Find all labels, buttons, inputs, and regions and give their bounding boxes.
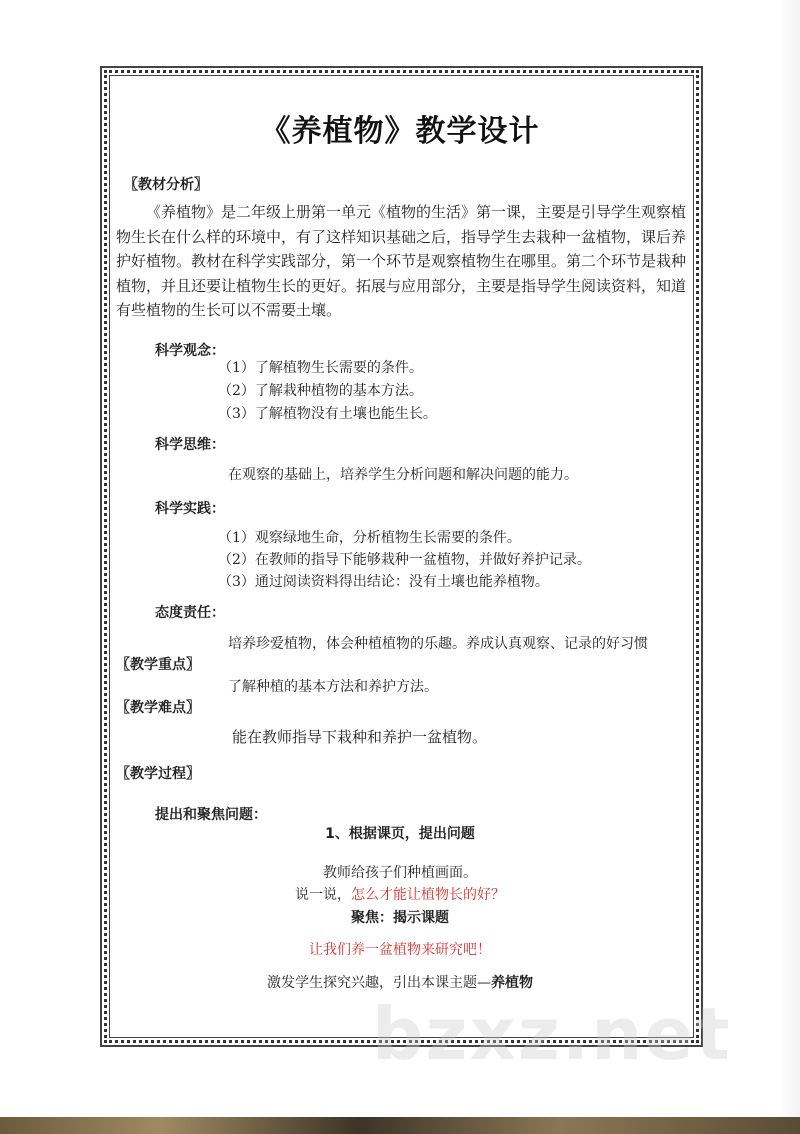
red-callout: 让我们养一盆植物来研究吧！ <box>309 942 491 958</box>
watermark: bzxz.net <box>372 992 732 1076</box>
analysis-line: 物生长在什么样的环境中，有了这样知识基础之后，指导学生去栽种一盆植物，课后养 <box>116 227 687 246</box>
practice-item: （2）在教师的指导下能够栽种一盆植物，并做好养护记录。 <box>218 552 591 568</box>
process-intro: 提出和聚焦问题： <box>155 807 267 823</box>
teacher-line: 教师给孩子们种植画面。 <box>323 865 477 881</box>
document-title: 《养植物》教学设计 <box>260 114 540 149</box>
focus-line: 聚焦：揭示课题 <box>351 910 449 926</box>
discussion-prefix: 说一说， <box>295 887 351 903</box>
summary-prefix: 激发学生探究兴趣，引出本课主题— <box>267 975 491 991</box>
concept-heading: 科学观念： <box>155 343 225 359</box>
key-heading: 〖教学重点〗 <box>116 657 200 673</box>
key-text: 了解种植的基本方法和养护方法。 <box>228 679 438 695</box>
difficulty-text: 能在教师指导下栽种和养护一盆植物。 <box>232 728 488 746</box>
step-1-heading: 1、根据课页，提出问题 <box>325 826 475 842</box>
analysis-line: 有些植物的生长可以不需要土壤。 <box>116 301 342 319</box>
bottom-image-strip <box>0 1117 800 1134</box>
analysis-line: 植物，并且还要让植物生长的更好。拓展与应用部分，主要是指导学生阅读资料，知道 <box>116 276 687 295</box>
concept-item: （2）了解栽种植物的基本方法。 <box>218 383 423 399</box>
process-heading: 〖教学过程〗 <box>116 766 200 782</box>
discussion-question: 怎么才能让植物长的好？ <box>351 887 505 903</box>
concept-item: （1）了解植物生长需要的条件。 <box>218 360 423 376</box>
analysis-heading: 〖教材分析〗 <box>124 177 208 193</box>
attitude-heading: 态度责任： <box>155 605 225 621</box>
attitude-text: 培养珍爱植物，体会种植植物的乐趣。养成认真观察、记录的好习惯 <box>228 636 648 652</box>
summary-topic: 养植物 <box>491 975 533 991</box>
analysis-paragraph <box>116 200 694 323</box>
practice-item: （1）观察绿地生命，分析植物生长需要的条件。 <box>218 530 521 546</box>
discussion-line <box>0 884 800 906</box>
analysis-line: 护好植物。教材在科学实践部分，第一个环节是观察植物生在哪里。第二个环节是栽种 <box>116 252 687 270</box>
thinking-heading: 科学思维： <box>155 437 225 453</box>
concept-item: （3）了解植物没有土壤也能生长。 <box>218 406 437 422</box>
page-edge-shadow <box>780 0 800 1117</box>
summary-line <box>0 972 800 994</box>
analysis-line: 《养植物》是二年级上册第一单元《植物的生活》第一课，主要是引导学生观察植 <box>146 203 687 221</box>
difficulty-heading: 〖教学难点〗 <box>116 700 200 716</box>
practice-heading: 科学实践： <box>155 501 225 517</box>
practice-item: （3）通过阅读资料得出结论：没有土壤也能养植物。 <box>218 574 549 590</box>
thinking-text: 在观察的基础上，培养学生分析问题和解决问题的能力。 <box>228 467 578 483</box>
